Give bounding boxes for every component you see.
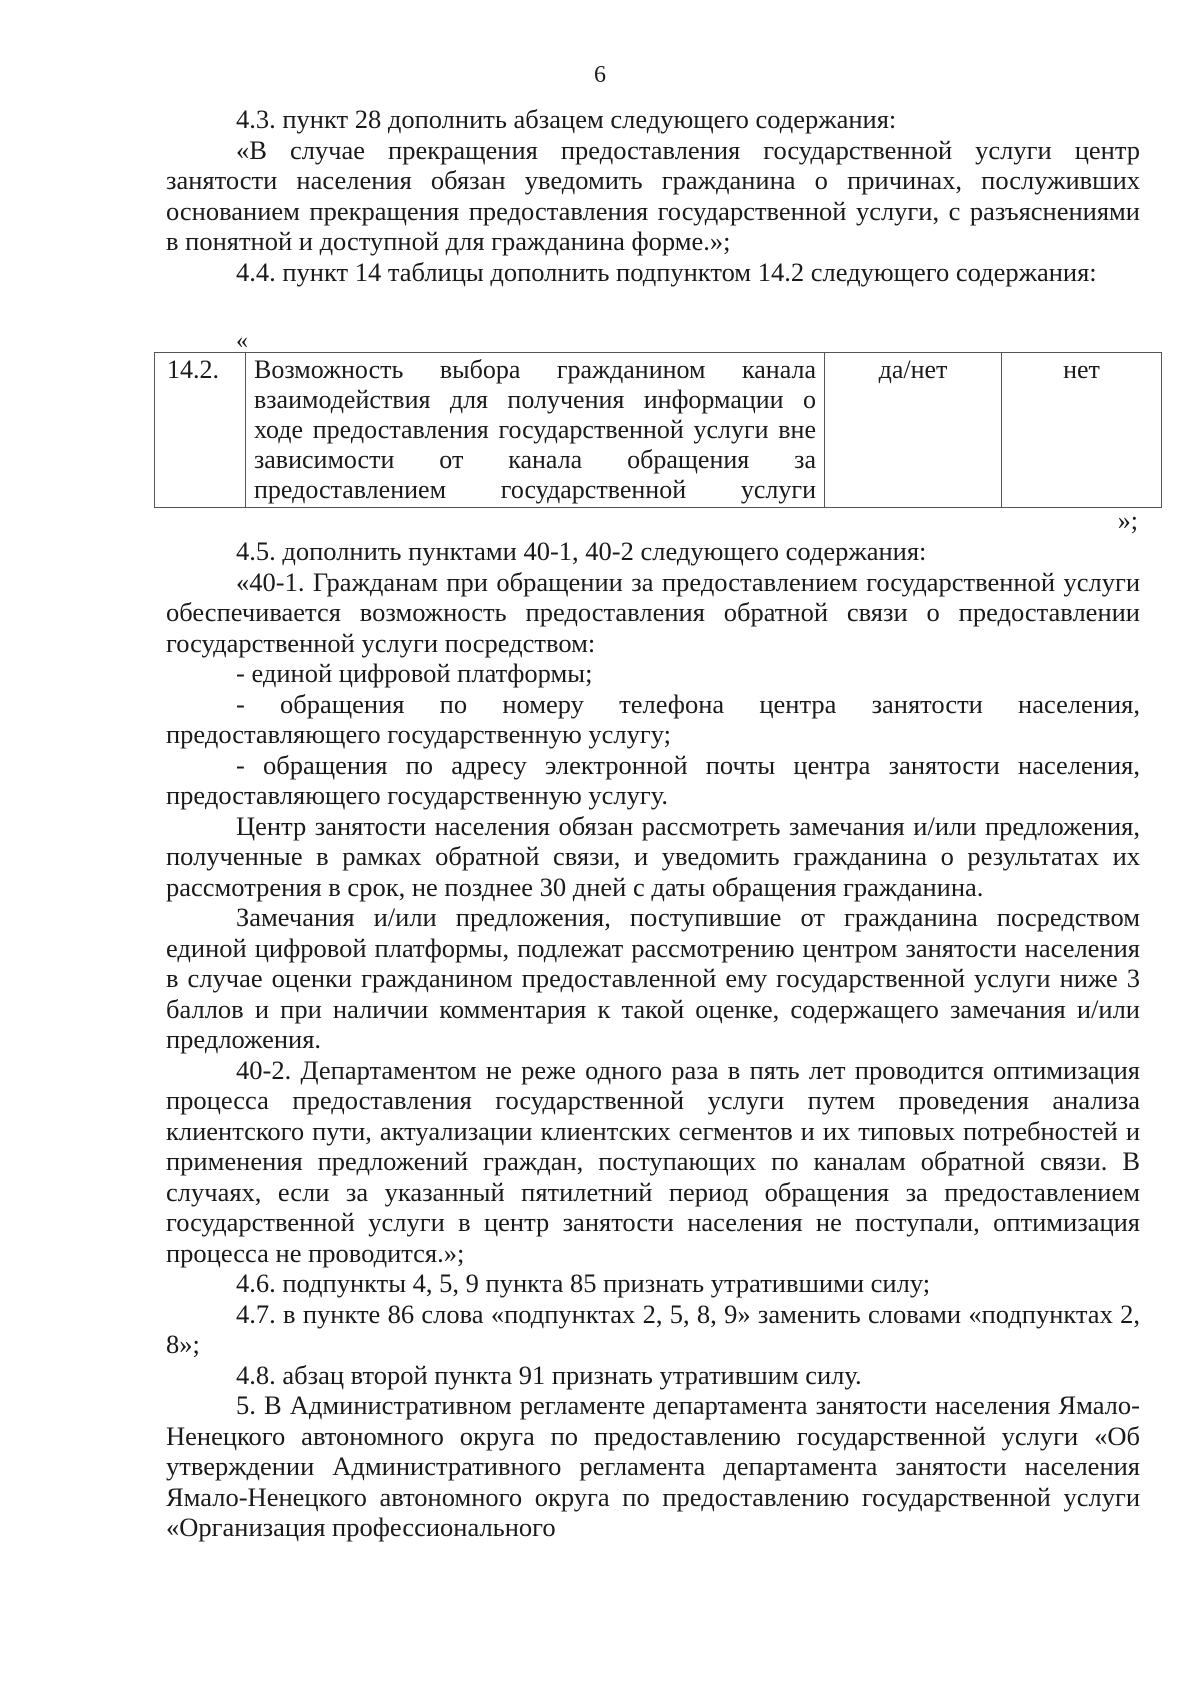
paragraph-remarks: Замечания и/или предложения, поступившие от гражданина посредством единой цифровой платформы, подлежат рассмотрению центром занятости населения в случае оценки гражданином предоставленной ему государственной услуги ниже 3 баллов и при наличии комментария к такой оценке, содержащего замечания и/или предложения.	[166, 902, 1140, 1054]
table-cell-standard: нет	[1002, 353, 1162, 508]
paragraph-40-2: 40-2. Департаментом не реже одного раза в пять лет проводится оптимизация процесса предоставления государственной услуги путем проведения анализа клиентского пути, актуализации клиентских сегментов и их типовых потребностей и применения предложений граждан, поступающих по каналам обратной связи. В случаях, если за указанный пятилетний период обращения за предоставлением государственной услуги в центр занятости населения не поступали, оптимизация процесса не проводится.»;	[166, 1054, 1140, 1268]
list-item-phone: - обращения по номеру телефона центра занятости населения, предоставляющего государственную услугу;	[166, 688, 1140, 749]
table-cell-number: 14.2.	[155, 353, 246, 508]
section-main	[166, 536, 1140, 1543]
paragraph-40-1: «40-1. Гражданам при обращении за предоставлением государственной услуги обеспечивается возможность предоставления обратной связи о предоставлении государственной услуги посредством:	[166, 566, 1140, 658]
table-quote-close: »;	[1117, 506, 1138, 535]
list-item-platform: - единой цифровой платформы;	[236, 658, 593, 688]
table-row	[155, 353, 1162, 508]
paragraph-4-8: 4.8. абзац второй пункта 91 признать утратившим силу.	[236, 1359, 862, 1390]
paragraph-4-6: 4.6. подпункты 4, 5, 9 пункта 85 признать утратившими силу;	[236, 1268, 931, 1298]
paragraph-center-obligation: Центр занятости населения обязан рассмотреть замечания и/или предложения, полученные в рамках обратной связи, и уведомить гражданина о результатах их рассмотрения в срок, не позднее 30 дней с даты обращения гражданина.	[166, 810, 1140, 902]
table-quote-open: «	[236, 328, 248, 354]
paragraph-5: 5. В Административном регламенте департамента занятости населения Ямало-Ненецкого автономного округа по предоставлению государственной услуги «Об утверждении Административного регламента департамента занятости населения Ямало-Ненецкого автономного округа по предоставлению государственной услуги «Организация профессионального	[166, 1390, 1140, 1542]
table-cell-description: Возможность выбора гражданином канала взаимодействия для получения информации о ходе предоставления государственной услуги вне зависимости от канала обращения за предоставлением государственной услуги	[246, 353, 825, 508]
paragraph-4-7: 4.7. в пункте 86 слова «подпунктах 2, 5, 8, 9» заменить словами «подпунктах 2, 8»;	[166, 1298, 1140, 1359]
page-number: 6	[594, 62, 606, 88]
section-top	[166, 104, 1140, 287]
paragraph-4-5: 4.5. дополнить пунктами 40-1, 40-2 следующего содержания:	[236, 536, 927, 566]
list-item-email: - обращения по адресу электронной почты центра занятости населения, предоставляющего государственную услугу.	[166, 749, 1140, 810]
amendment-table	[154, 352, 1162, 508]
paragraph-4-3-text: «В случае прекращения предоставления государственной услуги центр занятости населения обязан уведомить гражданина о причинах, послуживших основанием прекращения предоставления государственной услуги, с разъяснениями в понятной и доступной для гражданина форме.»;	[166, 134, 1140, 256]
paragraph-4-4: 4.4. пункт 14 таблицы дополнить подпунктом 14.2 следующего содержания:	[236, 256, 1097, 287]
table-cell-value: да/нет	[825, 353, 1002, 508]
paragraph-4-3-heading: 4.3. пункт 28 дополнить абзацем следующего содержания:	[236, 104, 897, 134]
